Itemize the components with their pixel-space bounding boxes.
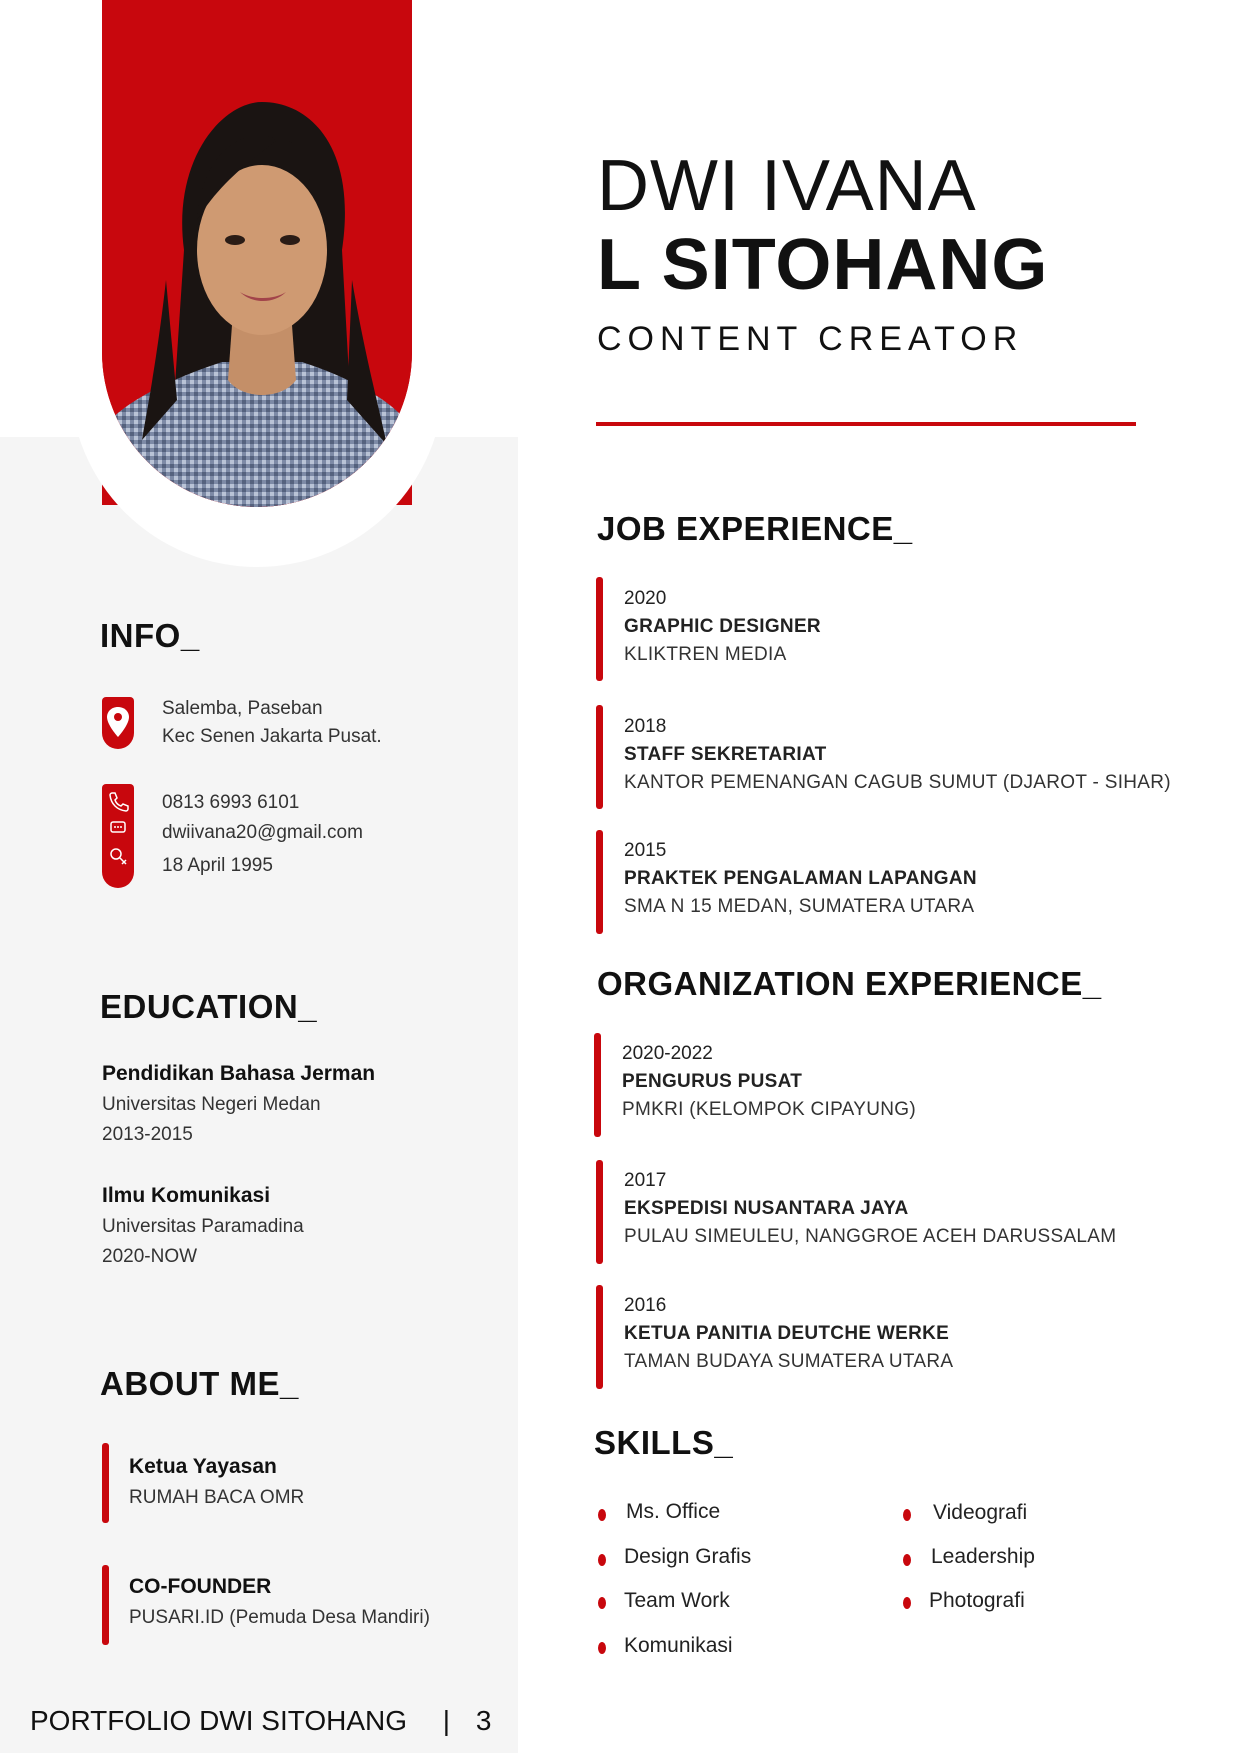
education-program: Ilmu Komunikasi xyxy=(102,1184,271,1207)
job-org: KLIKTREN MEDIA xyxy=(624,644,787,665)
about-accent-bar xyxy=(102,1565,109,1645)
education-program: Pendidikan Bahasa Jerman xyxy=(102,1062,376,1085)
header-divider xyxy=(596,422,1136,426)
bullet-icon xyxy=(598,1642,606,1654)
bullet-icon xyxy=(903,1554,911,1566)
job-org: SMA N 15 MEDAN, SUMATERA UTARA xyxy=(624,896,975,917)
about-title: CO-FOUNDER xyxy=(129,1575,272,1598)
birth-date: 18 April 1995 xyxy=(162,855,273,876)
job-item xyxy=(624,716,1171,794)
job-accent-bar xyxy=(596,830,603,934)
education-years: 2013-2015 xyxy=(102,1124,193,1145)
job-accent-bar xyxy=(596,705,603,809)
organization-item xyxy=(622,1043,916,1121)
about-title: Ketua Yayasan xyxy=(129,1455,277,1478)
skill-item: Leadership xyxy=(931,1545,1035,1568)
skill-item: Design Grafis xyxy=(624,1545,752,1568)
phone-number: 0813 6993 6101 xyxy=(162,792,300,813)
footer-separator: | xyxy=(442,1705,451,1736)
about-detail: PUSARI.ID (Pemuda Desa Mandiri) xyxy=(129,1607,430,1628)
profile-photo xyxy=(102,100,412,507)
education-item xyxy=(102,1184,304,1268)
education-years: 2020-NOW xyxy=(102,1246,198,1267)
organization-heading: ORGANIZATION EXPERIENCE_ xyxy=(597,965,1102,1002)
organization-item xyxy=(624,1170,1116,1248)
job-accent-bar xyxy=(596,577,603,681)
organization-year: 2020-2022 xyxy=(622,1043,713,1064)
about-accent-bar xyxy=(102,1443,109,1523)
info-heading: INFO_ xyxy=(100,617,200,654)
skill-item: Komunikasi xyxy=(624,1634,733,1657)
organization-accent-bar xyxy=(596,1160,603,1264)
organization-title: KETUA PANITIA DEUTCHE WERKE xyxy=(624,1323,950,1344)
contact-icon-strip xyxy=(102,784,134,888)
organization-accent-bar xyxy=(596,1285,603,1389)
job-item xyxy=(624,588,821,666)
bullet-icon xyxy=(903,1597,911,1609)
education-item xyxy=(102,1062,375,1146)
about-item xyxy=(129,1575,430,1629)
organization-org: PMKRI (KELOMPOK CIPAYUNG) xyxy=(622,1099,916,1120)
about-detail: RUMAH BACA OMR xyxy=(129,1487,305,1508)
footer-label: PORTFOLIO DWI SITOHANG xyxy=(30,1705,408,1736)
name-last: L SITOHANG xyxy=(597,225,1049,305)
about-item xyxy=(129,1455,304,1509)
name-first: DWI IVANA xyxy=(597,146,977,226)
bullet-icon xyxy=(598,1597,606,1609)
phone-icon xyxy=(102,784,134,888)
organization-year: 2016 xyxy=(624,1295,667,1316)
education-heading: EDUCATION_ xyxy=(100,988,318,1025)
job-title: GRAPHIC DESIGNER xyxy=(624,616,821,637)
organization-title: PENGURUS PUSAT xyxy=(622,1071,803,1092)
skill-item: Videografi xyxy=(933,1501,1028,1524)
page-number: 3 xyxy=(475,1705,492,1736)
address-line-1: Salemba, Paseban xyxy=(162,698,323,719)
organization-item xyxy=(624,1295,953,1373)
education-school: Universitas Negeri Medan xyxy=(102,1094,321,1115)
location-pin-icon xyxy=(102,697,134,749)
bullet-icon xyxy=(903,1509,911,1521)
organization-org: TAMAN BUDAYA SUMATERA UTARA xyxy=(624,1351,954,1372)
organization-year: 2017 xyxy=(624,1170,667,1191)
job-year: 2020 xyxy=(624,588,667,609)
job-item xyxy=(624,840,977,918)
skill-item: Photografi xyxy=(929,1589,1025,1612)
name-block xyxy=(597,148,1048,359)
job-heading: JOB EXPERIENCE_ xyxy=(597,510,913,547)
footer xyxy=(30,1705,491,1737)
skill-item: Ms. Office xyxy=(626,1500,721,1523)
email-address: dwiivana20@gmail.com xyxy=(162,822,363,843)
organization-accent-bar xyxy=(594,1033,601,1137)
education-school: Universitas Paramadina xyxy=(102,1216,304,1237)
organization-title: EKSPEDISI NUSANTARA JAYA xyxy=(624,1198,909,1219)
job-year: 2015 xyxy=(624,840,667,861)
about-heading: ABOUT ME_ xyxy=(100,1365,299,1402)
job-title: STAFF SEKRETARIAT xyxy=(624,744,827,765)
job-role: CONTENT CREATOR xyxy=(597,320,1024,358)
job-year: 2018 xyxy=(624,716,667,737)
job-org: KANTOR PEMENANGAN CAGUB SUMUT (DJAROT - SIHAR) xyxy=(624,772,1171,793)
skills-heading: SKILLS_ xyxy=(594,1424,734,1461)
bullet-icon xyxy=(598,1554,606,1566)
job-title: PRAKTEK PENGALAMAN LAPANGAN xyxy=(624,868,977,889)
organization-org: PULAU SIMEULEU, NANGGROE ACEH DARUSSALAM xyxy=(624,1226,1117,1247)
bullet-icon xyxy=(598,1509,606,1521)
skill-item: Team Work xyxy=(624,1589,730,1612)
address-line-2: Kec Senen Jakarta Pusat. xyxy=(162,726,382,747)
